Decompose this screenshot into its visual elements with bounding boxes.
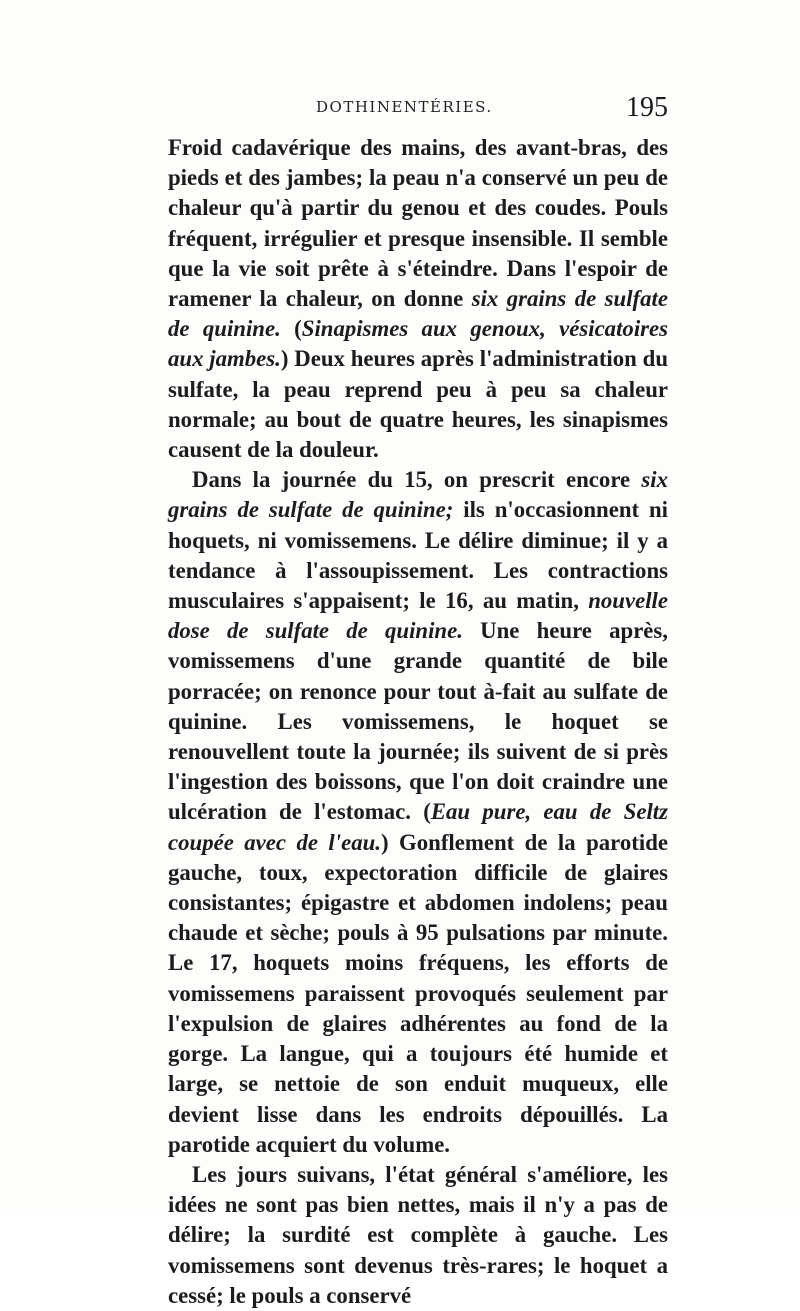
paragraph-1 [168,133,668,465]
p1-seg-2: ( [280,316,302,342]
p1-seg-4: ) Deux heures après l'administration du sulfate, la peau reprend peu à peu sa chaleur normale; au bout de quatre heures, les sinapismes causent de la douleur. [168,346,668,463]
p3-seg-0: Les jours suivans, l'état général s'améliore, les idées ne sont pas bien nettes, mais il n'y a pas de délire; la surdité est complète à gauche. Les vomissemens sont devenus très-rares; le hoquet a cessé; le pouls a conservé [168,1161,668,1308]
p2-seg-2: ils n'occasionnent ni hoquets, ni vomissemens. Le délire diminue; il y a tendance à l'assoupissement. Les contractions musculaires s'appaisent; le 16, au matin, [168,497,668,614]
p2-seg-1: six grains de sulfate de quinine; [168,467,668,523]
p1-seg-1: six grains de sulfate de quinine. [168,286,668,342]
p2-seg-0: Dans la journée du 15, on prescrit encore [192,467,642,493]
p2-seg-4: Une heure après, vomissemens d'une grande quantité de bile porracée; on renonce pour tout à-fait au sulfate de quinine. Les vomissemens, le hoquet se renouvellent toute la journée; ils suivent de si près l'ingestion des boissons, que l'on doit craindre une ulcération de l'estomac. ( [168,618,668,825]
p1-seg-3: Sinapismes aux genoux, vésicatoires aux jambes. [168,316,669,372]
paragraph-2 [168,465,668,1160]
body-text [168,133,668,1311]
p2-seg-5: Eau pure, eau de Seltz coupée avec de l'eau. [168,799,668,855]
running-title: DOTHINENTÉRIES. [316,98,493,116]
p2-seg-3: nouvelle dose de sulfate de quinine. [168,588,668,644]
p1-seg-0: Froid cadavérique des mains, des avant-bras, des pieds et des jambes; la peau n'a conservé un peu de chaleur qu'à partir du genou et des coudes. Pouls fréquent, irrégulier et presque insensible. Il semble que la vie soit prête à s'éteindre. Dans l'espoir de ramener la chaleur, on donne [168,135,668,312]
paragraph-3 [168,1160,668,1311]
p2-seg-6: ) Gonflement de la parotide gauche, toux, expectoration difficile de glaires consistantes; épigastre et abdomen indolens; peau chaude et sèche; pouls à 95 pulsations par minute. Le 17, hoquets moins fréquens, les efforts de vomissemens paraissent provoqués seulement par l'expulsion de glaires adhérentes au fond de la gorge. La langue, qui a toujours été humide et large, se nettoie de son enduit muqueux, elle devient lisse dans les endroits dépouillés. La parotide acquiert du volume. [168,829,668,1157]
page-number: 195 [626,92,668,123]
running-head [168,92,668,128]
